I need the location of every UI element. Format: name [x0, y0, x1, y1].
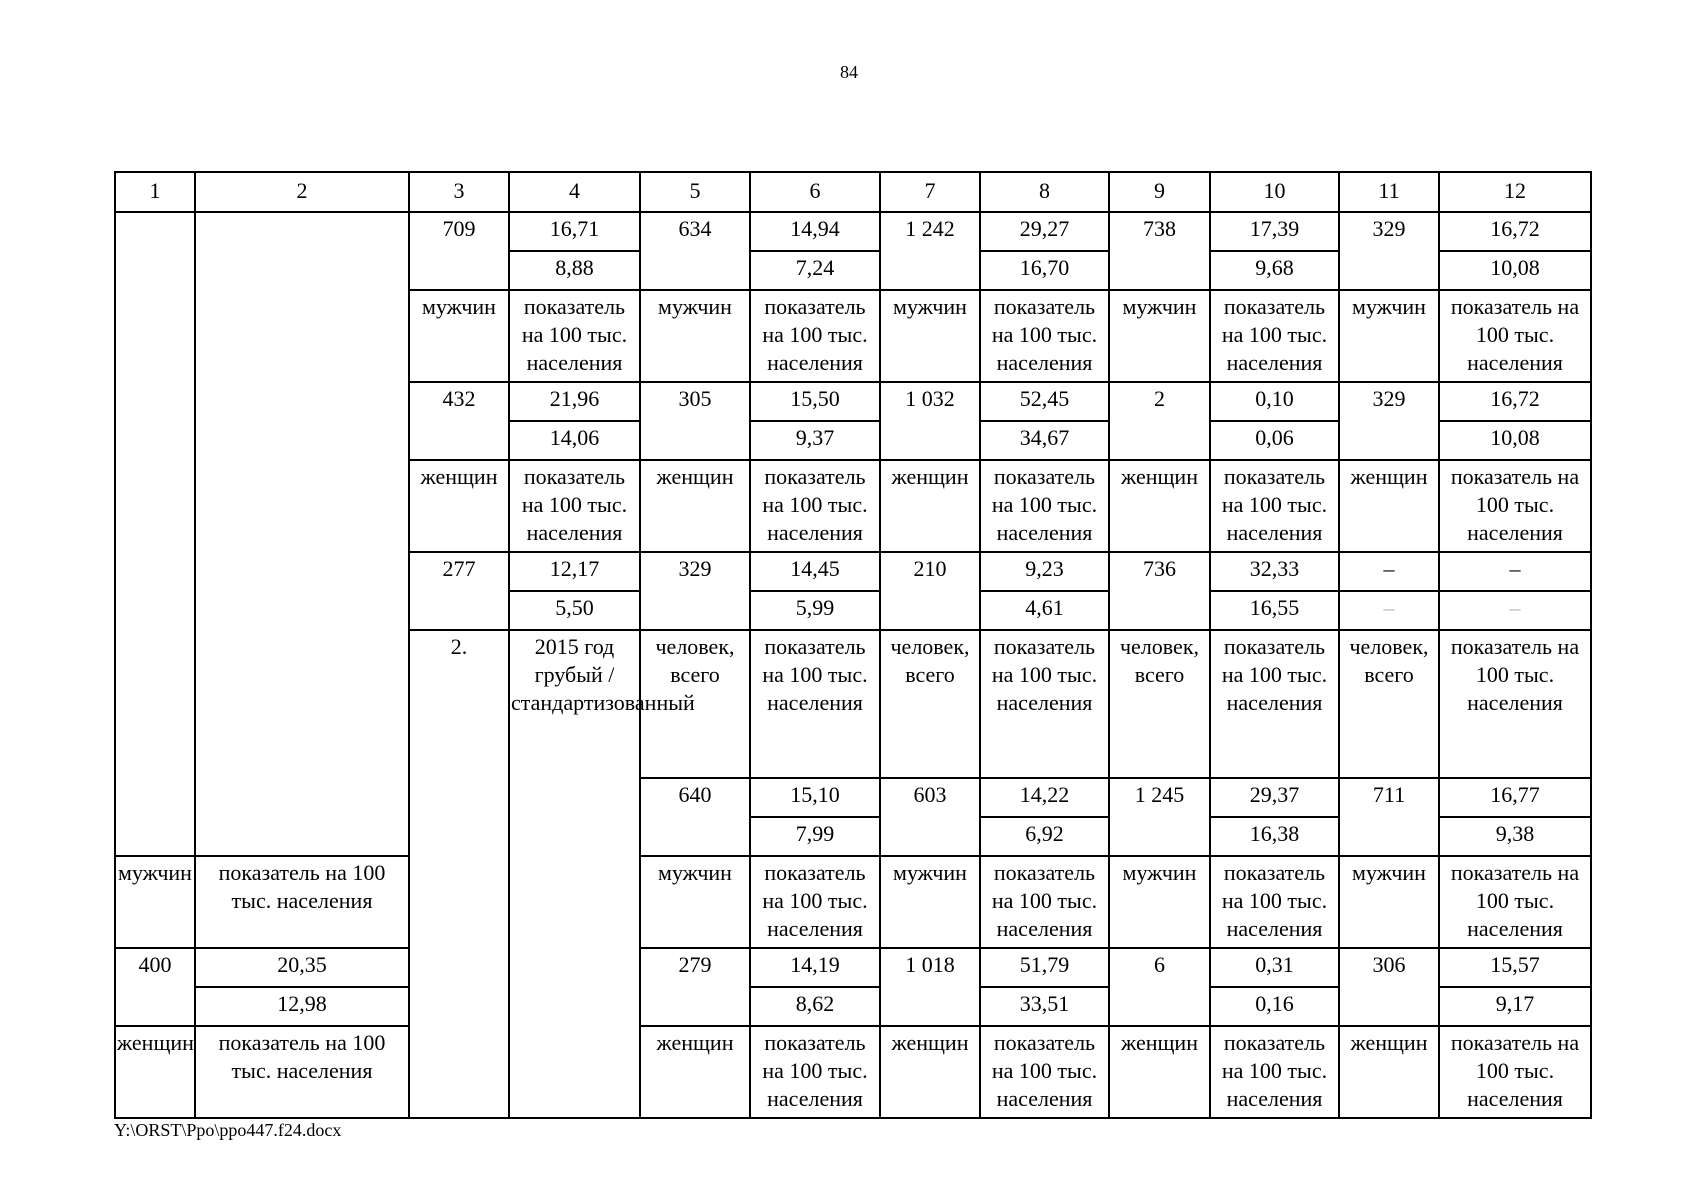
value-cell: 329 [640, 552, 750, 630]
table-row [115, 212, 1591, 251]
label-cell: женщин [1109, 460, 1210, 552]
value-cell: 306 [1339, 948, 1439, 1026]
value-cell: 400 [115, 948, 195, 1026]
value-cell: 1 245 [1109, 778, 1210, 856]
value-cell: 14,19 [750, 948, 880, 987]
label-cell: показатель на 100 тыс. населения [980, 630, 1109, 778]
footer-file-path: Y:\ORST\Ppo\ppo447.f24.docx [114, 1120, 342, 1140]
value-cell: 0,16 [1210, 987, 1339, 1026]
value-cell: 709 [409, 212, 509, 290]
value-cell: 29,27 [980, 212, 1109, 251]
value-cell: 51,79 [980, 948, 1109, 987]
value-cell: 5,50 [509, 591, 640, 630]
label-cell: показатель на 100 тыс. населения [509, 460, 640, 552]
value-cell: – [1339, 591, 1439, 630]
column-number: 6 [750, 172, 880, 212]
column-number: 4 [509, 172, 640, 212]
value-cell: 16,77 [1439, 778, 1591, 817]
value-cell: 277 [409, 552, 509, 630]
value-cell: 0,10 [1210, 382, 1339, 421]
period-cell: 2015 год грубый / стандартизованный [509, 630, 640, 1118]
column-number: 3 [409, 172, 509, 212]
value-cell: 33,51 [980, 987, 1109, 1026]
value-cell: 20,35 [195, 948, 409, 987]
value-cell: 634 [640, 212, 750, 290]
label-cell: показатель на 100 тыс. населения [1439, 856, 1591, 948]
label-cell: мужчин [1339, 290, 1439, 382]
value-cell: 14,94 [750, 212, 880, 251]
value-cell: 6 [1109, 948, 1210, 1026]
label-cell: показатель на 100 тыс. населения [980, 1026, 1109, 1118]
label-cell: мужчин [880, 290, 980, 382]
value-cell: 603 [880, 778, 980, 856]
value-cell: 711 [1339, 778, 1439, 856]
label-cell: показатель на 100 тыс. населения [195, 856, 409, 948]
label-cell: женщин [409, 460, 509, 552]
label-cell: мужчин [1339, 856, 1439, 948]
column-number: 5 [640, 172, 750, 212]
value-cell: 5,99 [750, 591, 880, 630]
value-cell: 7,99 [750, 817, 880, 856]
value-cell: 16,55 [1210, 591, 1339, 630]
label-cell: показатель на 100 тыс. населения [980, 856, 1109, 948]
value-cell: 16,38 [1210, 817, 1339, 856]
label-cell: показатель на 100 тыс. населения [1210, 1026, 1339, 1118]
label-cell: показатель на 100 тыс. населения [750, 290, 880, 382]
label-cell: человек, всего [880, 630, 980, 778]
column-number-row [115, 172, 1591, 212]
value-cell: 7,24 [750, 251, 880, 290]
column-number: 10 [1210, 172, 1339, 212]
label-cell: женщин [1109, 1026, 1210, 1118]
row-number-cell [115, 212, 195, 856]
row-number-cell: 2. [409, 630, 509, 1118]
label-cell: показатель на 100 тыс. населения [1439, 630, 1591, 778]
column-number: 2 [195, 172, 409, 212]
label-cell: показатель на 100 тыс. населения [980, 460, 1109, 552]
period-cell [195, 212, 409, 856]
value-cell: 736 [1109, 552, 1210, 630]
column-number: 7 [880, 172, 980, 212]
label-cell: женщин [115, 1026, 195, 1118]
column-number: 8 [980, 172, 1109, 212]
value-cell: 16,71 [509, 212, 640, 251]
value-cell: 9,38 [1439, 817, 1591, 856]
label-cell: показатель на 100 тыс. населения [1210, 856, 1339, 948]
value-cell: 52,45 [980, 382, 1109, 421]
column-number: 1 [115, 172, 195, 212]
label-cell: показатель на 100 тыс. населения [1439, 1026, 1591, 1118]
value-cell: – [1439, 591, 1591, 630]
value-cell: 12,17 [509, 552, 640, 591]
label-cell: женщин [640, 1026, 750, 1118]
value-cell: 14,06 [509, 421, 640, 460]
page-number: 84 [840, 62, 858, 82]
value-cell: 329 [1339, 382, 1439, 460]
value-cell: 6,92 [980, 817, 1109, 856]
label-cell: показатель на 100 тыс. населения [1210, 460, 1339, 552]
value-cell: 15,10 [750, 778, 880, 817]
value-cell: 0,31 [1210, 948, 1339, 987]
value-cell: 12,98 [195, 987, 409, 1026]
label-cell: женщин [880, 460, 980, 552]
label-cell: мужчин [640, 856, 750, 948]
label-cell: показатель на 100 тыс. населения [980, 290, 1109, 382]
value-cell: 640 [640, 778, 750, 856]
label-cell: показатель на 100 тыс. населения [750, 630, 880, 778]
value-cell: 8,88 [509, 251, 640, 290]
table-row [115, 1026, 1591, 1118]
value-cell: 9,17 [1439, 987, 1591, 1026]
label-cell: женщин [880, 1026, 980, 1118]
value-cell: 329 [1339, 212, 1439, 290]
value-cell: 9,23 [980, 552, 1109, 591]
value-cell: 14,22 [980, 778, 1109, 817]
label-cell: мужчин [1109, 290, 1210, 382]
label-cell: женщин [1339, 1026, 1439, 1118]
column-number: 12 [1439, 172, 1591, 212]
value-cell: 738 [1109, 212, 1210, 290]
value-cell: – [1339, 552, 1439, 591]
value-cell: 15,50 [750, 382, 880, 421]
value-cell: 432 [409, 382, 509, 460]
value-cell: 279 [640, 948, 750, 1026]
label-cell: показатель на 100 тыс. населения [750, 460, 880, 552]
value-cell: 210 [880, 552, 980, 630]
label-cell: человек, всего [1339, 630, 1439, 778]
statistics-table [114, 171, 1592, 1119]
value-cell: 1 242 [880, 212, 980, 290]
label-cell: человек, всего [1109, 630, 1210, 778]
label-cell: мужчин [115, 856, 195, 948]
column-number: 9 [1109, 172, 1210, 212]
value-cell: 9,68 [1210, 251, 1339, 290]
label-cell: мужчин [880, 856, 980, 948]
label-cell: мужчин [1109, 856, 1210, 948]
label-cell: показатель на 100 тыс. населения [1439, 290, 1591, 382]
label-cell: показатель на 100 тыс. населения [1210, 290, 1339, 382]
value-cell: 10,08 [1439, 251, 1591, 290]
value-cell: 34,67 [980, 421, 1109, 460]
value-cell: 305 [640, 382, 750, 460]
value-cell: 9,37 [750, 421, 880, 460]
label-cell: женщин [1339, 460, 1439, 552]
value-cell: 10,08 [1439, 421, 1591, 460]
label-cell: показатель на 100 тыс. населения [750, 1026, 880, 1118]
label-cell: показатель на 100 тыс. населения [1210, 630, 1339, 778]
label-cell: показатель на 100 тыс. населения [750, 856, 880, 948]
value-cell: 8,62 [750, 987, 880, 1026]
column-number: 11 [1339, 172, 1439, 212]
value-cell: 0,06 [1210, 421, 1339, 460]
table-row [115, 948, 1591, 987]
value-cell: 1 032 [880, 382, 980, 460]
label-cell: человек, всего [640, 630, 750, 778]
value-cell: 1 018 [880, 948, 980, 1026]
label-cell: показатель на 100 тыс. населения [195, 1026, 409, 1118]
label-cell: мужчин [640, 290, 750, 382]
value-cell: 21,96 [509, 382, 640, 421]
label-cell: показатель на 100 тыс. населения [1439, 460, 1591, 552]
value-cell: 17,39 [1210, 212, 1339, 251]
value-cell: 4,61 [980, 591, 1109, 630]
label-cell: мужчин [409, 290, 509, 382]
value-cell: 16,72 [1439, 212, 1591, 251]
label-cell: показатель на 100 тыс. населения [509, 290, 640, 382]
value-cell: 16,72 [1439, 382, 1591, 421]
label-cell: женщин [640, 460, 750, 552]
value-cell: 32,33 [1210, 552, 1339, 591]
value-cell: 15,57 [1439, 948, 1591, 987]
value-cell: 29,37 [1210, 778, 1339, 817]
value-cell: 2 [1109, 382, 1210, 460]
table-row [115, 856, 1591, 948]
value-cell: – [1439, 552, 1591, 591]
value-cell: 14,45 [750, 552, 880, 591]
value-cell: 16,70 [980, 251, 1109, 290]
